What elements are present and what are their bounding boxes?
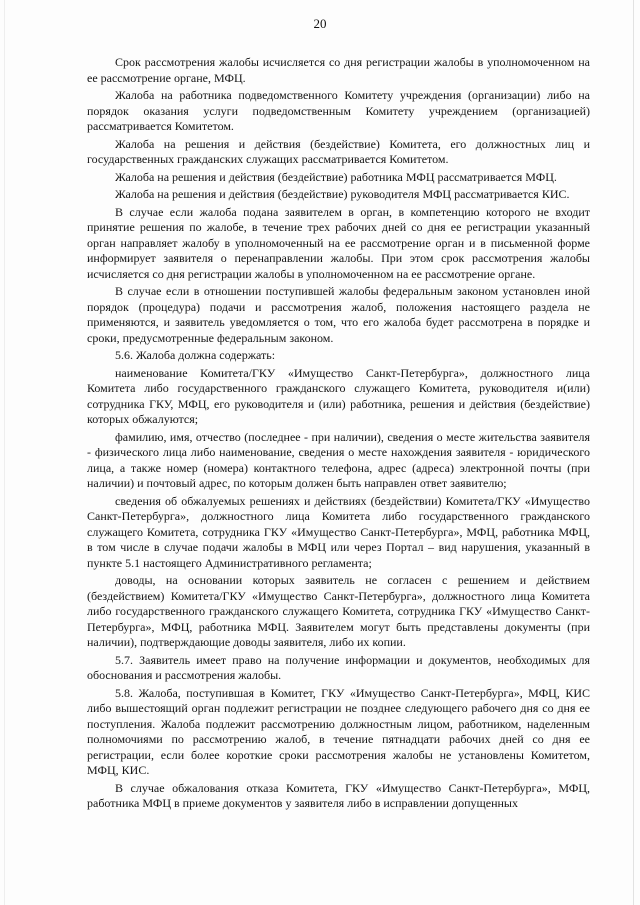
paragraph: Жалоба на решения и действия (бездействие) работника МФЦ рассматривается МФЦ. (115, 169, 557, 184)
paragraph: Жалоба на решения и действия (бездействие) Комитета, его должностных лиц и государственных гражданских служащих рассматривается Комитетом. (87, 136, 590, 166)
paragraph: В случае если в отношении поступившей жалобы федеральным законом установлен иной порядок (процедура) подачи и рассмотрения жалоб, положения настоящего раздела не применяются, и заявитель уведомляется о том, что его жалоба будет рассмотрена в порядке и сроки, предусмотренные федеральным законом. (87, 284, 590, 345)
paragraph: Жалоба на работника подведомственного Комитету учреждения (организации) либо на порядок оказания услуги подведомственным Комитету учреждением (организацией) рассматривается Комитетом. (87, 88, 590, 133)
scan-edge-left (4, 0, 5, 905)
list-item: сведения об обжалуемых решениях и действиях (бездействии) Комитета/ГКУ «Имущество Санкт-Петербурга», должностного лица Комитета либо государственного гражданского служащего Комитета, сотрудника ГКУ «Имущество Санкт-Петербурга», МФЦ, работника МФЦ, в том числе в случае подачи жалобы в МФЦ или через Портал – вид нарушения, указанный в пункте 5.1 настоящего Административного регламента; (87, 493, 590, 570)
page-number: 20 (313, 16, 327, 31)
scan-edge-right (633, 0, 634, 905)
paragraph: 5.8. Жалоба, поступившая в Комитет, ГКУ «Имущество Санкт-Петербурга», МФЦ, КИС либо вышестоящий орган подлежит регистрации не позднее следующего рабочего дня со дня ее поступления. Жалоба подлежит рассмотрению должностным лицом, работником, наделенным полномочиями по рассмотрению жалоб, в течение пятнадцати рабочих дней со дня ее регистрации, если более короткие сроки рассмотрения жалобы не установлены Комитетом, МФЦ, КИС. (87, 685, 590, 777)
list-item: доводы, на основании которых заявитель не согласен с решением и действием (бездействием) Комитета/ГКУ «Имущество Санкт-Петербурга», должностного лица Комитета либо государственного гражданского служащего Комитета, сотрудника ГКУ «Имущество Санкт-Петербурга», МФЦ, работника МФЦ. Заявителем могут быть представлены документы (при наличии), подтверждающие доводы заявителя, либо их копии. (87, 573, 590, 649)
section-heading: 5.6. Жалоба должна содержать: (115, 348, 276, 362)
body-text (87, 55, 590, 812)
paragraph: В случае если жалоба подана заявителем в орган, в компетенцию которого не входит принятие решения по жалобе, в течение трех рабочих дней со дня ее регистрации указанный орган направляет жалобу в уполномоченный на ее рассмотрение орган и в письменной форме информирует заявителя о перенаправлении жалобы. При этом срок рассмотрения жалобы исчисляется со дня регистрации жалобы в уполномоченном на ее рассмотрение органе. (87, 204, 590, 281)
paragraph: 5.7. Заявитель имеет право на получение информации и документов, необходимых для обоснования и рассмотрения жалобы. (87, 652, 590, 682)
list-item: наименование Комитета/ГКУ «Имущество Санкт-Петербурга», должностного лица Комитета либо государственного гражданского служащего Комитета, руководителя и(или) сотрудника ГКУ, МФЦ, его руководителя и (или) работника, решения и действия (бездействие) которых обжалуются; (87, 365, 590, 426)
list-item: фамилию, имя, отчество (последнее - при наличии), сведения о месте жительства заявителя - физического лица либо наименование, сведения о месте нахождения заявителя - юридического лица, а также номер (номера) контактного телефона, адрес (адреса) электронной почты (при наличии) и почтовый адрес, по которым должен быть направлен ответ заявителю; (87, 429, 590, 490)
paragraph: Жалоба на решения и действия (бездействие) руководителя МФЦ рассматривается КИС. (115, 187, 570, 201)
paragraph: Срок рассмотрения жалобы исчисляется со дня регистрации жалобы в уполномоченном на ее рассмотрение органе, МФЦ. (87, 55, 590, 85)
paragraph: В случае обжалования отказа Комитета, ГКУ «Имущество Санкт-Петербурга», МФЦ, работника МФЦ в приеме документов у заявителя либо в исправлении допущенных (87, 780, 590, 810)
